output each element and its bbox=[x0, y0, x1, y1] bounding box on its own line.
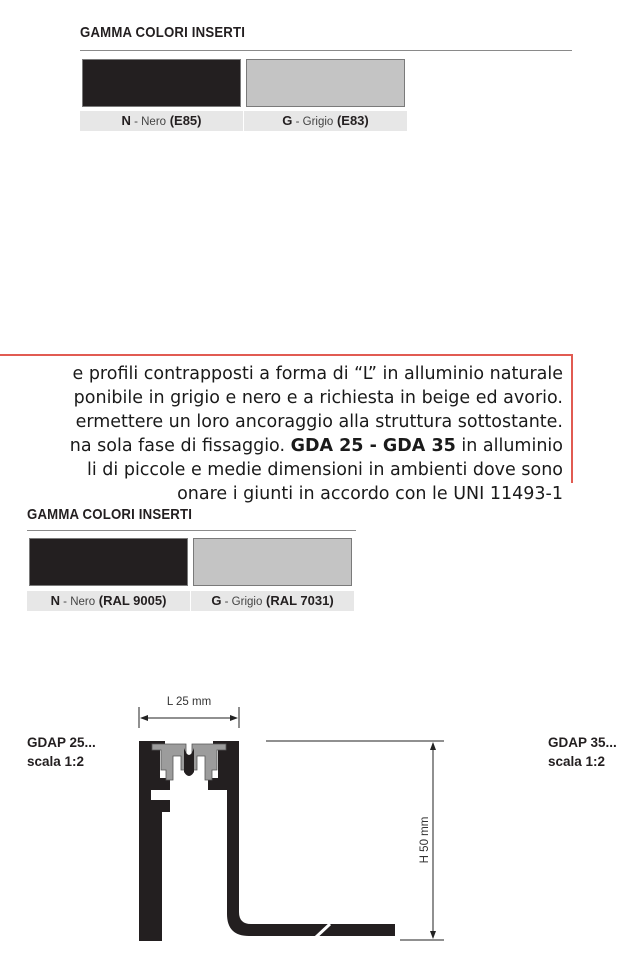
swatch-sep: - bbox=[292, 116, 303, 128]
swatch-name: Nero bbox=[70, 596, 96, 608]
height-dimension bbox=[266, 741, 444, 940]
swatch-caption-nero-ral9005 bbox=[27, 591, 190, 611]
profile-body bbox=[139, 741, 395, 941]
swatch-caption-nero-e85 bbox=[80, 111, 243, 131]
swatch-sep: - bbox=[59, 596, 71, 608]
gdap35-scale: scala 1:2 bbox=[548, 754, 606, 769]
grey-insert bbox=[152, 744, 226, 780]
description-textbox bbox=[0, 354, 573, 504]
swatch-code: G bbox=[282, 113, 293, 128]
description-line: ermettere un loro ancoraggio alla struttura sottostante. bbox=[75, 412, 563, 432]
description-text: na sola fase di fissaggio. bbox=[69, 436, 291, 456]
swatch-ref: (RAL 9005) bbox=[98, 593, 167, 608]
description-lines bbox=[0, 362, 563, 506]
swatch-grigio-e83 bbox=[246, 59, 405, 107]
swatch-sep: - bbox=[221, 596, 232, 608]
gdap25-scale: scala 1:2 bbox=[27, 754, 85, 769]
swatch-ref: (E85) bbox=[169, 113, 202, 128]
width-dimension bbox=[139, 707, 239, 728]
swatch-code: N bbox=[121, 113, 131, 128]
swatch-ref: (E83) bbox=[336, 113, 369, 128]
product-codes: GDA 25 - GDA 35 bbox=[290, 436, 456, 456]
section-title-2: GAMMA COLORI INSERTI bbox=[27, 506, 193, 523]
width-label: L 25 mm bbox=[166, 696, 212, 708]
description-line: e profili contrapposti a forma di “L” in alluminio naturale bbox=[72, 364, 563, 384]
description-line bbox=[0, 434, 563, 458]
height-label: H 50 mm bbox=[419, 816, 431, 864]
description-line: onare i giunti in accordo con le UNI 11493-1 bbox=[177, 484, 563, 504]
swatch-code: G bbox=[211, 593, 222, 608]
description-text: in alluminio bbox=[455, 436, 563, 456]
swatch-nero-e85 bbox=[82, 59, 241, 107]
swatch-name: Grigio bbox=[231, 596, 263, 608]
swatch-sep: - bbox=[130, 116, 142, 128]
swatch-grigio-ral7031 bbox=[193, 538, 352, 586]
description-line: li di piccole e medie dimensioni in ambienti dove sono bbox=[87, 460, 563, 480]
section-rule-1 bbox=[80, 50, 572, 51]
swatch-code: N bbox=[50, 593, 60, 608]
swatch-nero-ral9005 bbox=[29, 538, 188, 586]
section-title-1: GAMMA COLORI INSERTI bbox=[80, 24, 246, 41]
profile-drawing bbox=[0, 680, 643, 967]
gdap35-model: GDAP 35... bbox=[548, 735, 617, 750]
gdap25-model: GDAP 25... bbox=[27, 735, 96, 750]
swatch-caption-grigio-ral7031 bbox=[191, 591, 354, 611]
description-line: ponibile in grigio e nero e a richiesta in beige ed avorio. bbox=[73, 388, 563, 408]
swatch-ref: (RAL 7031) bbox=[265, 593, 334, 608]
swatch-caption-grigio-e83 bbox=[244, 111, 407, 131]
swatch-name: Nero bbox=[141, 116, 167, 128]
swatch-name: Grigio bbox=[302, 116, 334, 128]
section-rule-2 bbox=[27, 530, 356, 531]
